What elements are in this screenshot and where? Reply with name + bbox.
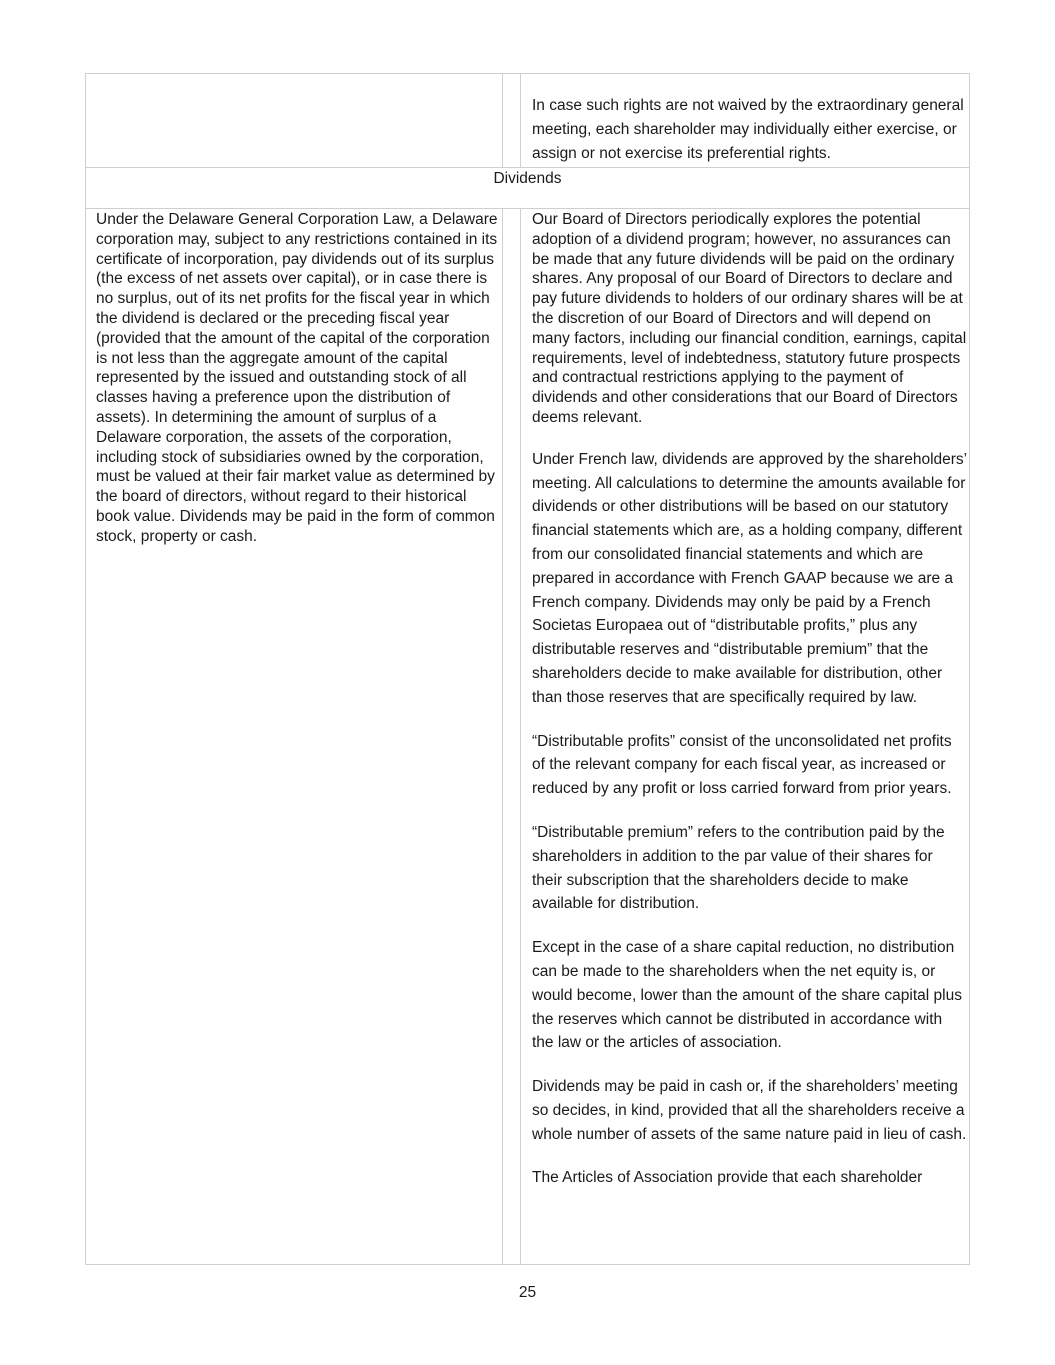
row-divider (86, 167, 969, 168)
column-divider-left (502, 74, 503, 167)
french-dividends-paragraph: “Distributable premium” refers to the contribution paid by the shareholders in addition to the par value of their shares for their subscription that the shareholders decide to make available for distribution. (532, 823, 945, 913)
page-number: 25 (518, 1284, 537, 1301)
french-dividends-column (532, 210, 967, 1210)
french-dividends-paragraph: The Articles of Association provide that each shareholder (532, 1169, 923, 1187)
row-divider (86, 208, 969, 209)
french-dividends-paragraph: Under French law, dividends are approved by the shareholders’ meeting. All calculations to determine the amounts available for dividends or other distributions will be based on our statutory financial statements which are, as a holding company, different from our consolidated financial statements and which are prepared in accordance with French GAAP because we are a French company. Dividends may only be paid by a French Societas Europaea out of “distributable profits,” plus any distributable reserves and “distributable premium” that the shareholders decide to make available for distribution, other than those reserves that are specifically required by law. (532, 450, 967, 706)
delaware-dividends-text: Under the Delaware General Corporation Law, a Delaware corporation may, subject to any restrictions contained in its certificate of incorporation, pay dividends out of its surplus (the excess of net assets over capital), or in case there is no surplus, out of its net profits for the fiscal year in which the dividend is declared or the preceding fiscal year (provided that the amount of the capital of the corporation is not less than the aggregate amount of the capital represented by the issued and outstanding stock of all classes having a preference upon the distribution of assets). In determining the amount of surplus of a Delaware corporation, the assets of the corporation, including stock of subsidiaries owned by the corporation, must be valued at their fair market value as determined by the board of directors, without regard to their historical book value. Dividends may be paid in the form of common stock, property or cash. (96, 211, 498, 545)
column-divider-right (520, 74, 521, 167)
french-dividends-paragraph: Dividends may be paid in cash or, if the shareholders’ meeting so decides, in kind, provided that all the shareholders receive a whole number of assets of the same nature paid in lieu of cash. (532, 1078, 967, 1143)
french-dividends-paragraph: Our Board of Directors periodically explores the potential adoption of a dividend program; however, no assurances can be made that any future dividends will be paid on the ordinary shares. Any proposal of our Board of Directors to declare and pay future dividends to holders of our ordinary shares will be at the discretion of our Board of Directors and will depend on many factors, including our financial condition, earnings, capital requirements, level of indebtedness, statutory future prospects and contractual restrictions applying to the payment of dividends and other considerations that our Board of Directors deems relevant. (532, 211, 967, 426)
french-dividends-paragraph: Except in the case of a share capital reduction, no distribution can be made to the shareholders when the net equity is, or would become, lower than the amount of the share capital plus the reserves which cannot be distributed in accordance with the law or the articles of association. (532, 939, 962, 1052)
preferential-rights-text: In case such rights are not waived by the extraordinary general meeting, each shareholder may individually either exercise, or assign or not exercise its preferential rights. (532, 97, 964, 162)
column-divider-left (502, 208, 503, 1264)
column-divider-right (520, 208, 521, 1264)
french-dividends-paragraph: “Distributable profits” consist of the unconsolidated net profits of the relevant company for each fiscal year, as increased or reduced by any profit or loss carried forward from prior years. (532, 732, 952, 798)
comparison-table (85, 73, 970, 1265)
section-heading-dividends: Dividends (493, 170, 562, 187)
